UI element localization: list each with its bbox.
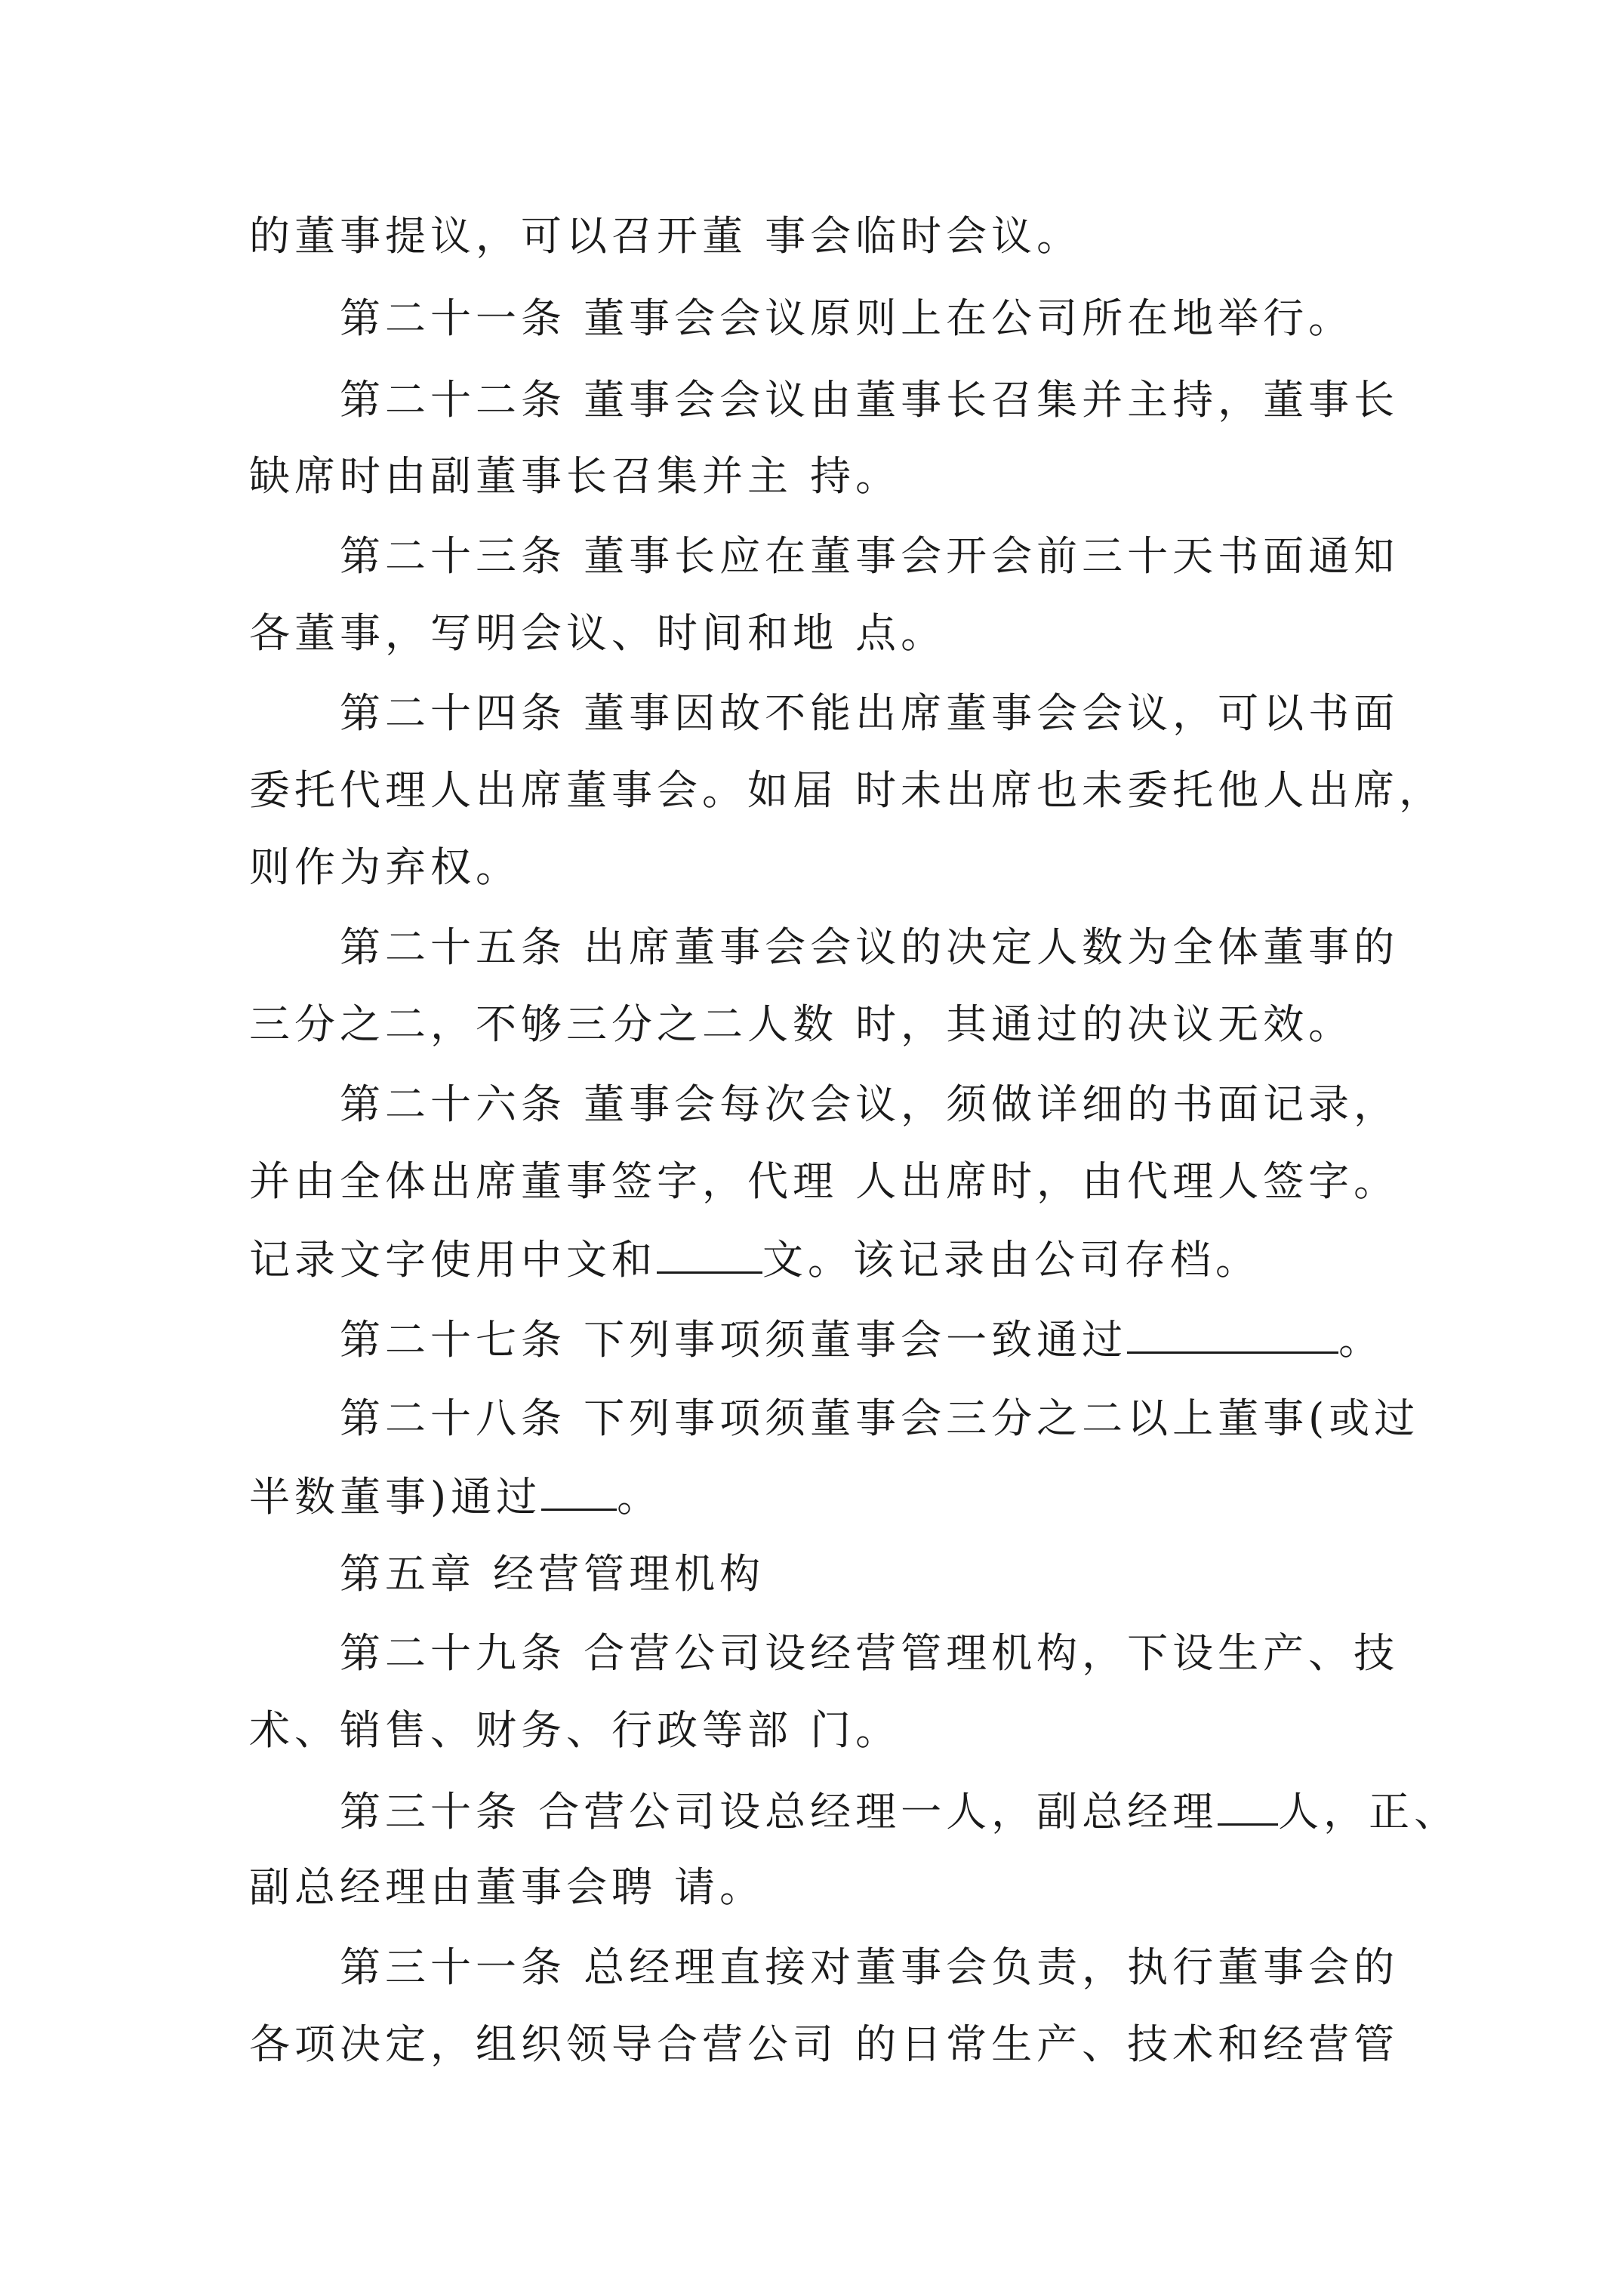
text-line: 则作为弃权。: [249, 843, 521, 891]
article-29: 第二十九条 合营公司设经营管理机构，下设生产、技: [340, 1629, 1400, 1677]
fill-in-blank: [541, 1475, 617, 1511]
text-segment: 记录文字使用中文和: [249, 1236, 657, 1284]
text-line: 各项决定，组织领导合营公司 的日常生产、技术和经营管: [249, 2020, 1400, 2068]
article-24: 第二十四条 董事因故不能出席董事会会议，可以书面: [340, 689, 1400, 737]
article-21: 第二十一条 董事会会议原则上在公司所在地举行。: [340, 294, 1354, 342]
text-line: 术、销售、财务、行政等部 门。: [249, 1706, 901, 1754]
article-30: [340, 1788, 1460, 1835]
text-segment: 。: [1338, 1316, 1384, 1364]
article-25: 第二十五条 出席董事会会议的决定人数为全体董事的: [340, 923, 1400, 971]
article-28: 第二十八条 下列事项须董事会三分之二以上董事(或过: [340, 1395, 1420, 1442]
chapter-heading: 第五章 经营管理机构: [340, 1550, 765, 1598]
text-segment: 第三十条 合营公司设总经理一人，副总经理: [340, 1788, 1218, 1835]
text-segment: 第二十七条 下列事项须董事会一致通过: [340, 1316, 1128, 1364]
text-line: 副总经理由董事会聘 请。: [249, 1863, 765, 1911]
text-segment: 。: [617, 1473, 663, 1521]
text-line: 并由全体出席董事签字，代理 人出席时，由代理人签字。: [249, 1157, 1400, 1205]
text-line: 三分之二，不够三分之二人数 时，其通过的决议无效。: [249, 1000, 1354, 1048]
text-segment: 文。该记录由公司存档。: [762, 1236, 1261, 1284]
article-22: 第二十二条 董事会会议由董事长召集并主持，董事长: [340, 376, 1400, 424]
text-line: 缺席时由副董事长召集并主 持。: [249, 452, 901, 500]
text-line: [249, 1473, 663, 1521]
article-27: [340, 1316, 1384, 1364]
text-line: [249, 1236, 1261, 1284]
text-segment: 半数董事)通过: [249, 1473, 542, 1521]
text-line: 委托代理人出席董事会。如届 时未出席也未委托他人出席，: [249, 766, 1445, 814]
fill-in-blank: [657, 1238, 762, 1274]
article-31: 第三十一条 总经理直接对董事会负责，执行董事会的: [340, 1943, 1400, 1991]
text-segment: 人，正、: [1278, 1788, 1460, 1835]
article-23: 第二十三条 董事长应在董事会开会前三十天书面通知: [340, 532, 1400, 580]
text-line: 各董事，写明会议、时间和地 点。: [249, 609, 947, 657]
text-line: 的董事提议，可以召开董 事会临时会议。: [249, 212, 1083, 260]
fill-in-blank: [1218, 1790, 1278, 1826]
article-26: 第二十六条 董事会每次会议，须做详细的书面记录，: [340, 1080, 1400, 1128]
fill-in-blank: [1127, 1318, 1338, 1354]
